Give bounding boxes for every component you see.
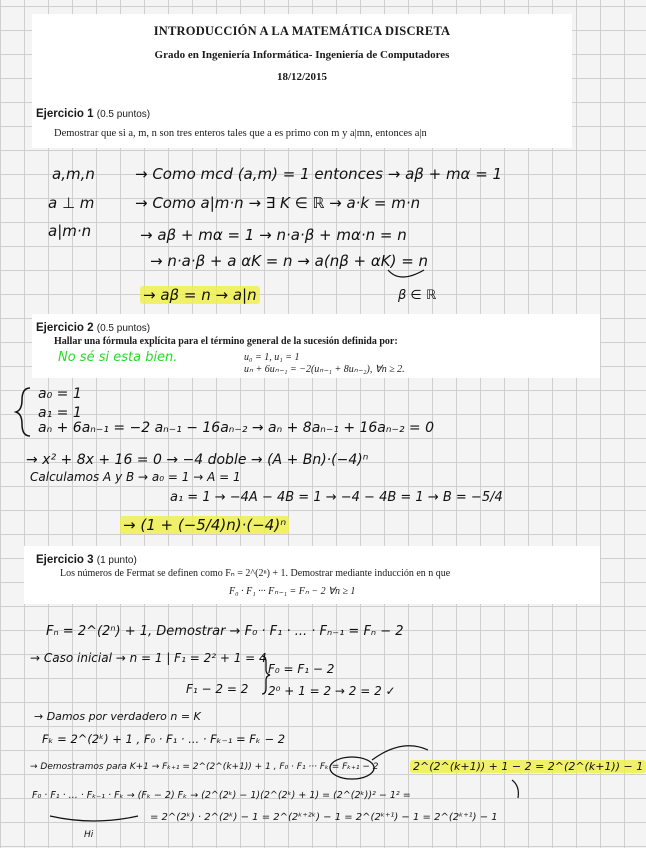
hw-ex1-line-7: → n·a·β + a αK = n → a(nβ + αK) = n [150, 252, 429, 270]
underbrace-ex1 [388, 270, 424, 277]
exercise-3-formula: F₀ · F₁ ··· Fₙ₋₁ = Fₙ − 2 ∀n ≥ 1 [229, 586, 356, 597]
circle-fk1 [330, 757, 374, 779]
hw-ex1-line-4: → Como a|m·n → ∃ K ∈ ℝ → a·k = m·n [135, 194, 421, 212]
exam-date: 18/12/2015 [276, 71, 328, 83]
hw-ex1-line-1: a,m,n [52, 165, 95, 183]
hw-ex3-line-1: Fₙ = 2^(2ⁿ) + 1, Demostrar → F₀ · F₁ · ... · Fₙ₋₁ = Fₙ − 2 [46, 624, 404, 639]
hw-ex3-line-8: → Demostramos para K+1 → Fₖ₊₁ = 2^(2^(k+1)) + 1 , F₀ · F₁ ··· Fₖ = Fₖ₊₁ − 2 [30, 762, 379, 772]
exam-degree: Grado en Ingeniería Informática- Ingeniería de Computadores [154, 49, 450, 61]
hw-ex1-highlight: → aβ = n → a|n [140, 286, 260, 304]
hw-ex3-line-7: Fₖ = 2^(2ᵏ) + 1 , F₀ · F₁ · ... · Fₖ₋₁ = Fₖ − 2 [42, 732, 286, 746]
hw-ex3-line-2: → Caso inicial → n = 1 | F₁ = 2² + 1 = 4 [30, 651, 267, 665]
arrow-curve [372, 746, 428, 760]
hw-ex1-line-2: → Como mcd (a,m) = 1 entonces → aβ + mα = 1 [135, 165, 503, 183]
hw-ex2-line-1: a₀ = 1 [38, 386, 82, 402]
exercise-2-cond2: uₙ + 6uₙ₋₁ = −2(uₙ₋₁ + 8uₙ₋₂), ∀n ≥ 2. [244, 364, 405, 375]
hw-ex3-line-10: F₀ · F₁ · ... · Fₖ₋₁ · Fₖ → (Fₖ − 2) Fₖ → (2^(2ᵏ) − 1)(2^(2ᵏ) + 1) = (2^(2ᵏ))² − 1² = [32, 790, 411, 801]
hw-ex3-highlight-1: 2^(2^(k+1)) + 1 − 2 = 2^(2^(k+1)) − 1 [410, 760, 646, 773]
exercise-1-statement: Demostrar que si a, m, n son tres enteros tales que a es primo con m y a|mn, entonces a|n [54, 128, 427, 139]
hw-ex3-line-6: → Damos por verdadero n = K [34, 710, 201, 723]
exercise-2-title: Ejercicio 2 (0.5 puntos) [36, 322, 151, 334]
underbrace-ex3 [50, 816, 138, 821]
hw-ex3-line-3: F₀ = F₁ − 2 [268, 662, 335, 676]
hw-ex3-line-11: = 2^(2ᵏ) · 2^(2ᵏ) − 1 = 2^(2ᵏ⁺²ᵏ) − 1 = 2^(2ᵏ⁺¹) − 1 = 2^(2ᵏ⁺¹) − 1 [150, 812, 498, 823]
hw-ex2-highlight: → (1 + (−5/4)n)·(−4)ⁿ [120, 516, 289, 534]
exercise-2-cond1: u₀ = 1, u₁ = 1 [244, 352, 300, 363]
hw-ex3-line-4: F₁ − 2 = 2 [186, 682, 249, 696]
exercise-1-title: Ejercicio 1 (0.5 puntos) [36, 108, 151, 120]
exercise-2-statement: Hallar una fórmula explícita para el término general de la sucesión definida por: [54, 336, 398, 347]
hw-ex2-line-4: → x² + 8x + 16 = 0 → −4 doble → (A + Bn)·(−4)ⁿ [26, 452, 369, 468]
hw-ex2-line-6: a₁ = 1 → −4A − 4B = 1 → −4 − 4B = 1 → B = −5/4 [170, 490, 503, 505]
hw-ex2-line-2: a₁ = 1 [38, 405, 82, 421]
hw-ex1-line-9: β ∈ ℝ [398, 288, 437, 303]
hw-ex2-line-3: aₙ + 6aₙ₋₁ = −2 aₙ₋₁ − 16aₙ₋₂ → aₙ + 8aₙ₋₁ + 16aₙ₋₂ = 0 [38, 420, 435, 436]
brace-ex2 [16, 388, 30, 436]
hw-ex1-line-6: → aβ + mα = 1 → n·a·β + mα·n = n [140, 226, 407, 244]
hw-ex1-line-5: a|m·n [48, 222, 92, 240]
exercise-3-statement: Los números de Fermat se definen como Fₙ = 2^(2ⁿ) + 1. Demostrar mediante inducción en n que [60, 568, 451, 579]
exam-title: INTRODUCCIÓN A LA MATEMÁTICA DISCRETA [153, 24, 451, 38]
arrow-down [512, 780, 518, 798]
hw-ex3-line-12: Hi [84, 830, 94, 840]
hw-ex2-line-5: Calculamos A y B → a₀ = 1 → A = 1 [30, 470, 241, 484]
exercise-3-title: Ejercicio 3 (1 punto) [36, 554, 137, 566]
exercise-2-note: No sé si esta bien. [58, 350, 178, 365]
brace-ex3 [262, 656, 270, 694]
hw-ex3-line-5: 2⁰ + 1 = 2 → 2 = 2 ✓ [268, 684, 396, 698]
hw-ex1-line-3: a ⊥ m [48, 194, 95, 212]
